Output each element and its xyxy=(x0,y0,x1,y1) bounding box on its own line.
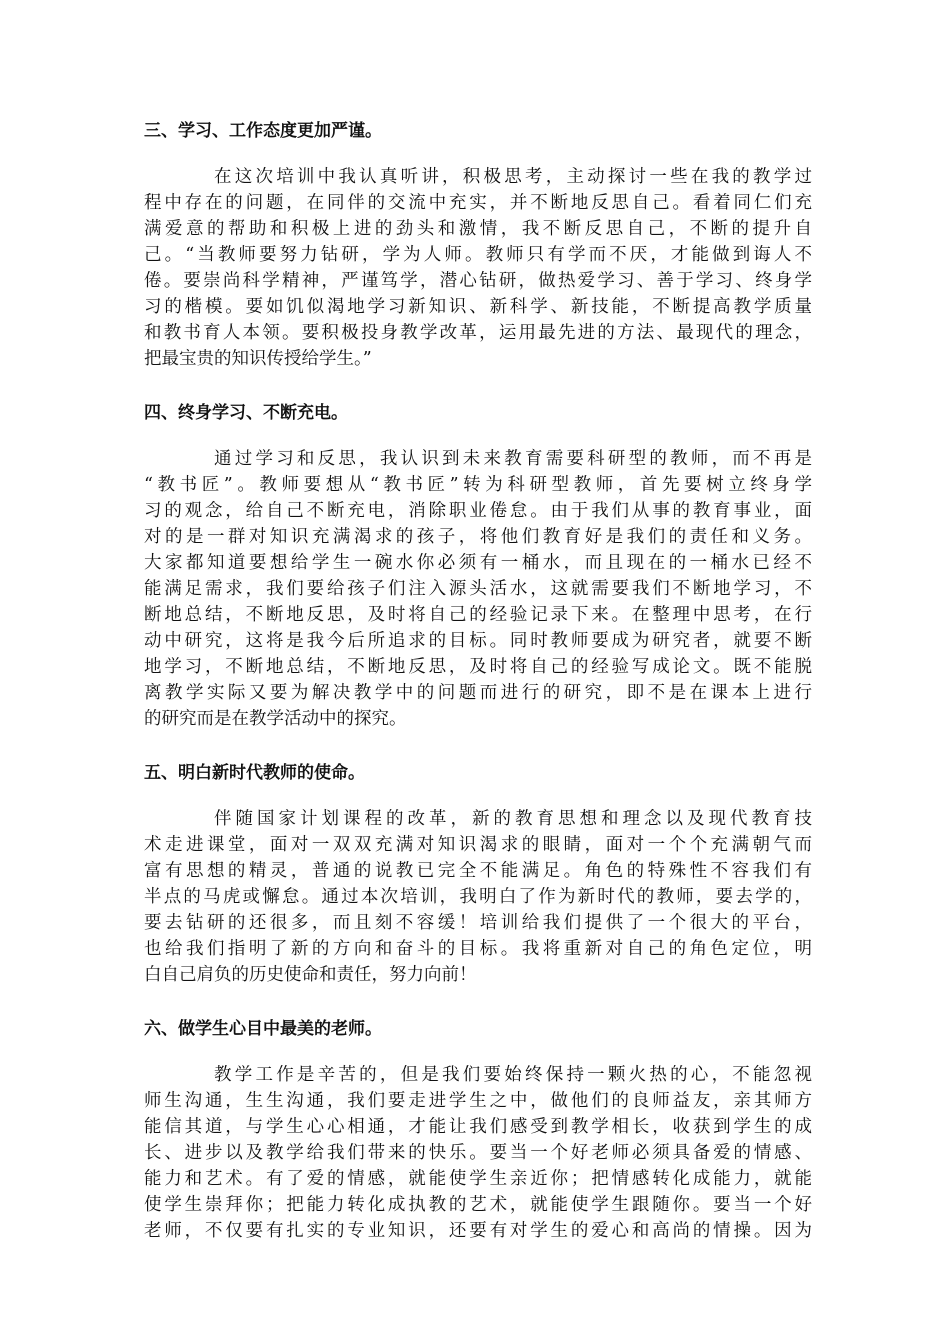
paragraph-line: 老师，不仅要有扎实的专业知识，还要有对学生的爱心和高尚的情操。因为 xyxy=(144,1221,812,1241)
document-page xyxy=(144,118,812,1272)
paragraph-line: 习的观念，给自己不断充电，消除职业倦怠。由于我们从事的教育事业，面 xyxy=(144,501,812,521)
section-paragraph xyxy=(144,446,812,732)
paragraph-line: 富有思想的精灵，普通的说教已完全不能满足。角色的特殊性不容我们有 xyxy=(144,861,812,881)
paragraph-line: 也给我们指明了新的方向和奋斗的目标。我将重新对自己的角色定位，明 xyxy=(144,939,812,959)
paragraph-line: 能力和艺术。有了爱的情感，就能使学生亲近你；把情感转化成能力，就能 xyxy=(144,1169,812,1189)
paragraph-line: 在这次培训中我认真听讲，积极思考，主动探讨一些在我的教学过 xyxy=(214,167,812,187)
paragraph-line: 断地总结，不断地反思，及时将自己的经验记录下来。在整理中思考，在行 xyxy=(144,605,812,625)
section-heading: 六、做学生心目中最美的老师。 xyxy=(144,1019,382,1039)
paragraph-line: 通过学习和反思，我认识到未来教育需要科研型的教师，而不再是 xyxy=(214,449,812,469)
paragraph-line: 地学习，不断地总结，不断地反思，及时将自己的经验写成论文。既不能脱 xyxy=(144,657,812,677)
paragraph-line: 能信其道，与学生心心相通，才能让我们感受到教学相长，收获到学生的成 xyxy=(144,1117,812,1137)
paragraph-line: 半点的马虎或懈怠。通过本次培训，我明白了作为新时代的教师，要去学的， xyxy=(144,887,812,907)
paragraph-line: 己。“当教师要努力钻研，学为人师。教师只有学而不厌，才能做到诲人不 xyxy=(144,245,812,265)
paragraph-line: 师生沟通，生生沟通，我们要走进学生之中，做他们的良师益友，亲其师方 xyxy=(144,1091,812,1111)
paragraph-line: 教学工作是辛苦的，但是我们要始终保持一颗火热的心，不能忽视 xyxy=(214,1065,812,1085)
paragraph-line: 能满足需求，我们要给孩子们注入源头活水，这就需要我们不断地学习，不 xyxy=(144,579,812,599)
paragraph-line: 的研究而是在教学活动中的探究。 xyxy=(144,709,407,729)
paragraph-line: 白自己肩负的历史使命和责任，努力向前！ xyxy=(144,965,477,985)
section-paragraph xyxy=(144,1062,812,1244)
paragraph-line: 长、进步以及教学给我们带来的快乐。要当一个好老师必须具备爱的情感、 xyxy=(144,1143,812,1163)
paragraph-line: 和教书育人本领。要积极投身教学改革，运用最先进的方法、最现代的理念， xyxy=(144,323,812,343)
paragraph-line: 习的楷模。要如饥似渴地学习新知识、新科学、新技能，不断提高教学质量 xyxy=(144,297,812,317)
paragraph-line: 离教学实际又要为解决教学中的问题而进行的研究，即不是在课本上进行 xyxy=(144,683,812,703)
section-heading: 三、学习、工作态度更加严谨。 xyxy=(144,121,382,141)
paragraph-line: 满爱意的帮助和积极上进的劲头和激情，我不断反思自己，不断的提升自 xyxy=(144,219,812,239)
section-heading: 五、明白新时代教师的使命。 xyxy=(144,763,365,783)
paragraph-line: 大家都知道要想给学生一碗水你必须有一桶水，而且现在的一桶水已经不 xyxy=(144,553,812,573)
paragraph-line: 伴随国家计划课程的改革，新的教育思想和理念以及现代教育技 xyxy=(214,809,812,829)
paragraph-line: 把最宝贵的知识传授给学生。” xyxy=(144,349,372,369)
paragraph-line: “教书匠”。教师要想从“教书匠”转为科研型教师，首先要树立终身学 xyxy=(144,475,812,495)
paragraph-line: 对的是一群对知识充满渴求的孩子，将他们教育好是我们的责任和义务。 xyxy=(144,527,812,547)
section-paragraph xyxy=(144,806,812,988)
section-heading: 四、终身学习、不断充电。 xyxy=(144,403,348,423)
paragraph-line: 使学生崇拜你；把能力转化成执教的艺术，就能使学生跟随你。要当一个好 xyxy=(144,1195,812,1215)
paragraph-line: 倦。要崇尚科学精神，严谨笃学，潜心钻研，做热爱学习、善于学习、终身学 xyxy=(144,271,812,291)
paragraph-line: 术走进课堂，面对一双双充满对知识渴求的眼睛，面对一个个充满朝气而 xyxy=(144,835,812,855)
section-paragraph xyxy=(144,164,812,372)
paragraph-line: 程中存在的问题，在同伴的交流中充实，并不断地反思自己。看着同仁们充 xyxy=(144,193,812,213)
paragraph-line: 要去钻研的还很多，而且刻不容缓！培训给我们提供了一个很大的平台， xyxy=(144,913,812,933)
paragraph-line: 动中研究，这将是我今后所追求的目标。同时教师要成为研究者，就要不断 xyxy=(144,631,812,651)
